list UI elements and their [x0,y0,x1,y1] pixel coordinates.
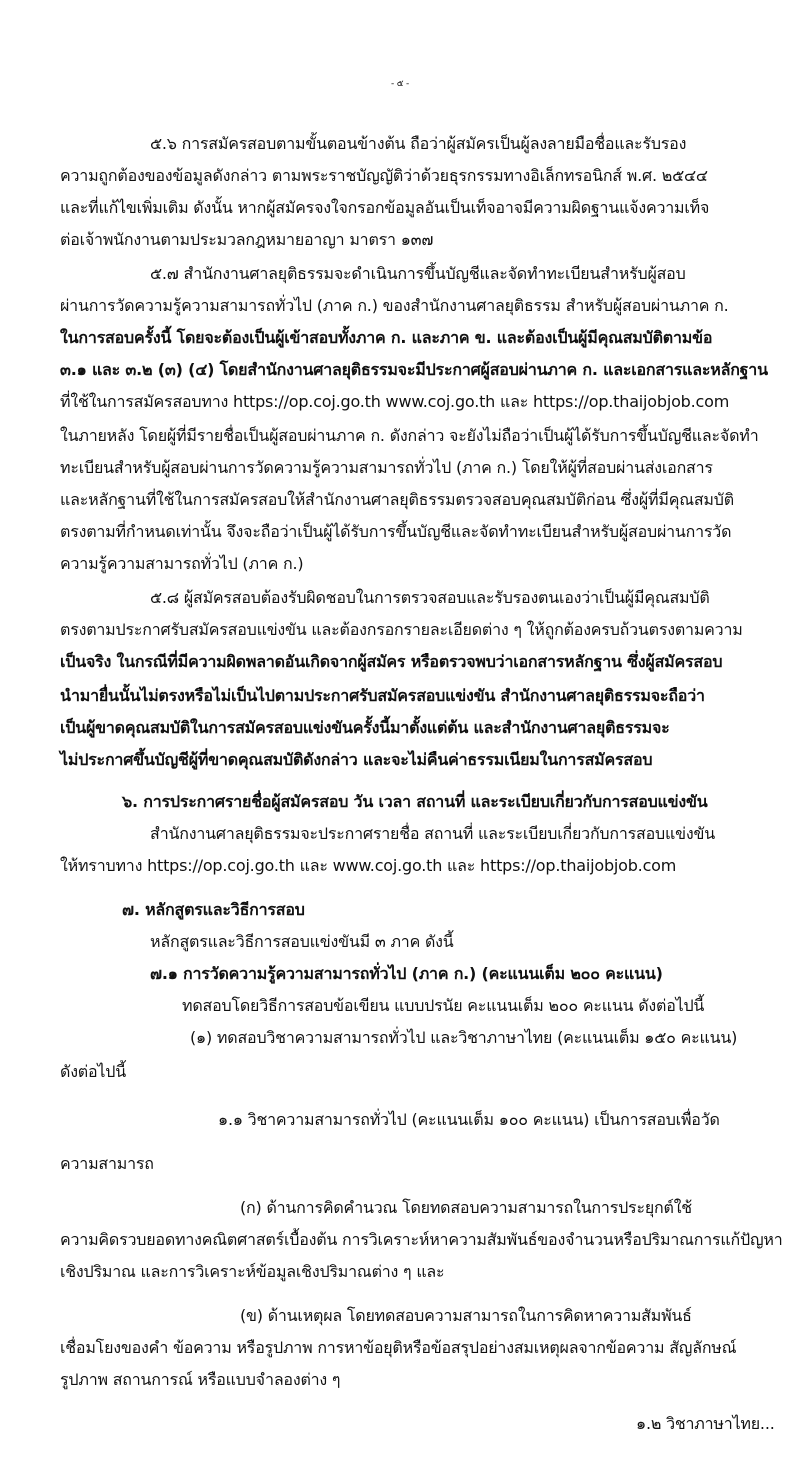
para-5-7-line-1: ๕.๗ สำนักงานศาลยุติธรรมจะดำเนินการขึ้นบัญชีและจัดทำทะเบียนสำหรับผู้สอบ [150,264,686,283]
subject-1-1-b-line-2: เชื่อมโยงของคำ ข้อความ หรือรูปภาพ การหาข้อยุติหรือข้อสรุปอย่างสมเหตุผลจากข้อความ สัญลักษณ์ [60,1338,737,1357]
para-5-6-line-4: ต่อเจ้าพนักงานตามประมวลกฎหมายอาญา มาตรา ๑๓๗ [60,230,434,249]
para-5-7-line-5: ที่ใช้ในการสมัครสอบทาง https://op.coj.go.th www.coj.go.th และ https://op.thaijobjob.com [60,392,730,411]
para-5-7-line-2: ผ่านการวัดความรู้ความสามารถทั่วไป (ภาค ก.) ของสำนักงานศาลยุติธรรม สำหรับผู้สอบผ่านภาค ก. [60,296,729,315]
subject-1-1-a-line-1: (ก) ด้านการคิดคำนวณ โดยทดสอบความสามารถในการประยุกต์ใช้ [240,1198,692,1217]
para-5-8-line-3: เป็นจริง ในกรณีที่มีความผิดพลาดอันเกิดจากผู้สมัคร หรือตรวจพบว่าเอกสารหลักฐาน ซึ่งผู้สมัครสอบ [60,652,723,671]
para-5-6-line-2: ความถูกต้องของข้อมูลดังกล่าว ตามพระราชบัญญัติว่าด้วยธุรกรรมทางอิเล็กทรอนิกส์ พ.ศ. ๒๕๔๔ [60,166,708,185]
page-number: - ๕ - [390,79,410,89]
subject-1-1-line-1: ๑.๑ วิชาความสามารถทั่วไป (คะแนนเต็ม ๑๐๐ คะแนน) เป็นการสอบเพื่อวัด [218,1110,720,1129]
subject-1-1-b-line-3: รูปภาพ สถานการณ์ หรือแบบจำลองต่าง ๆ [60,1370,341,1389]
para-5-6-line-3: และที่แก้ไขเพิ่มเติม ดังนั้น หากผู้สมัครจงใจกรอกข้อมูลอันเป็นเท็จอาจมีความผิดฐานแจ้งความเท็จ [60,198,710,217]
para-5-7-line-10: ความรู้ความสามารถทั่วไป (ภาค ก.) [60,554,304,573]
para-5-8-line-5: เป็นผู้ขาดคุณสมบัติในการสมัครสอบแข่งขันครั้งนี้มาตั้งแต่ต้น และสำนักงานศาลยุติธรรมจะ [60,718,670,737]
section-7-heading: ๗. หลักสูตรและวิธีการสอบ [122,900,305,919]
para-5-8-line-6: ไม่ประกาศขึ้นบัญชีผู้ที่ขาดคุณสมบัติดังกล่าว และจะไม่คืนค่าธรรมเนียมในการสมัครสอบ [60,750,653,769]
para-5-7-line-8: และหลักฐานที่ใช้ในการสมัครสอบให้สำนักงานศาลยุติธรรมตรวจสอบคุณสมบัติก่อน ซึ่งผู้ที่มีคุณสมบัติ [60,490,734,509]
para-5-8-line-2: ตรงตามประกาศรับสมัครสอบแข่งขัน และต้องกรอกรายละเอียดต่าง ๆ ให้ถูกต้องครบถ้วนตรงตามความ [60,620,743,639]
section-7-1-line-1: ทดสอบโดยวิธีการสอบข้อเขียน แบบปรนัย คะแนนเต็ม ๒๐๐ คะแนน ดังต่อไปนี้ [182,996,705,1015]
para-5-6-line-1: ๕.๖ การสมัครสอบตามขั้นตอนข้างต้น ถือว่าผู้สมัครเป็นผู้ลงลายมือชื่อและรับรอง [150,134,687,153]
continuation-marker: ๑.๒ วิชาภาษาไทย... [636,1414,775,1433]
subject-1-1-b-line-1: (ข) ด้านเหตุผล โดยทดสอบความสามารถในการคิดหาความสัมพันธ์ [240,1306,692,1325]
section-6-line-2: ให้ทราบทาง https://op.coj.go.th และ www.coj.go.th และ https://op.thaijobjob.com [60,856,677,875]
subject-1-1-line-2: ความสามารถ [60,1154,154,1173]
section-6-line-1: สำนักงานศาลยุติธรรมจะประกาศรายชื่อ สถานที่ และระเบียบเกี่ยวกับการสอบแข่งขัน [150,824,715,843]
section-7-intro: หลักสูตรและวิธีการสอบแข่งขันมี ๓ ภาค ดังนี้ [150,932,454,951]
subject-1-1-a-line-3: เชิงปริมาณ และการวิเคราะห์ข้อมูลเชิงปริมาณต่าง ๆ และ [60,1262,445,1281]
section-7-1-heading: ๗.๑ การวัดความรู้ความสามารถทั่วไป (ภาค ก.) (คะแนนเต็ม ๒๐๐ คะแนน) [150,964,663,983]
subject-1-1-a-line-2: ความคิดรวบยอดทางคณิตศาสตร์เบื้องต้น การวิเคราะห์หาความสัมพันธ์ของจำนวนหรือปริมาณการแก้ปัญหา [60,1230,783,1249]
section-7-1-item-1-cont: ดังต่อไปนี้ [60,1062,126,1081]
para-5-7-line-9: ตรงตามที่กำหนดเท่านั้น จึงจะถือว่าเป็นผู้ได้รับการขึ้นบัญชีและจัดทำทะเบียนสำหรับผู้สอบผ่านการวัด [60,522,732,541]
para-5-7-line-3: ในการสอบครั้งนี้ โดยจะต้องเป็นผู้เข้าสอบทั้งภาค ก. และภาค ข. และต้องเป็นผู้มีคุณสมบัติตามข้อ [60,328,713,347]
section-6-heading: ๖. การประกาศรายชื่อผู้สมัครสอบ วัน เวลา สถานที่ และระเบียบเกี่ยวกับการสอบแข่งขัน [122,792,708,811]
para-5-7-line-4: ๓.๑ และ ๓.๒ (๓) (๔) โดยสำนักงานศาลยุติธรรมจะมีประกาศผู้สอบผ่านภาค ก. และเอกสารและหลักฐาน [60,360,768,379]
para-5-8-line-1: ๕.๘ ผู้สมัครสอบต้องรับผิดชอบในการตรวจสอบและรับรองตนเองว่าเป็นผู้มีคุณสมบัติ [150,588,710,607]
para-5-8-line-4: นำมายื่นนั้นไม่ตรงหรือไม่เป็นไปตามประกาศรับสมัครสอบแข่งขัน สำนักงานศาลยุติธรรมจะถือว่า [60,686,705,705]
section-7-1-item-1: (๑) ทดสอบวิชาความสามารถทั่วไป และวิชาภาษาไทย (คะแนนเต็ม ๑๕๐ คะแนน) [190,1028,738,1047]
para-5-7-line-6: ในภายหลัง โดยผู้ที่มีรายชื่อเป็นผู้สอบผ่านภาค ก. ดังกล่าว จะยังไม่ถือว่าเป็นผู้ได้รับการขึ้นบัญชีและจัดทำ [60,426,759,445]
para-5-7-line-7: ทะเบียนสำหรับผู้สอบผ่านการวัดความรู้ความสามารถทั่วไป (ภาค ก.) โดยให้ผู้ที่สอบผ่านส่งเอกสาร [60,458,713,477]
